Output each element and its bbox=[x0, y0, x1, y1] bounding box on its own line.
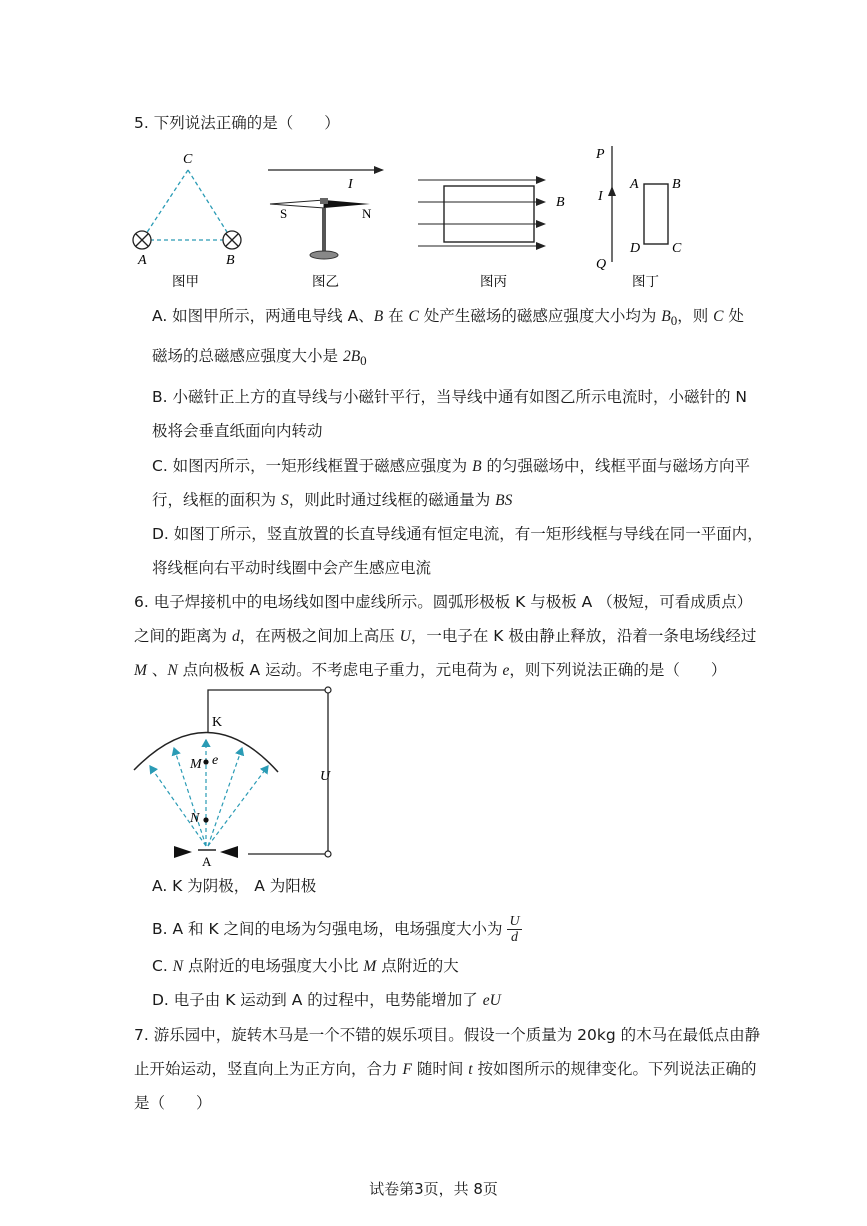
label-point-n: N bbox=[190, 811, 200, 826]
label-plate-a: A bbox=[202, 854, 212, 868]
page-footer: 试卷第3页，共 8页 bbox=[369, 1180, 498, 1198]
label-point-m: M bbox=[190, 757, 202, 772]
label-corner-c: C bbox=[672, 241, 682, 256]
label-corner-d: D bbox=[630, 241, 641, 256]
caption-jia: 图甲 bbox=[172, 274, 199, 290]
q7-stem-line2: 止开始运动，竖直向上为正方向，合力 F 随时间 t 按如图所示的规律变化。下列说法正确的 bbox=[134, 1060, 757, 1078]
label-a: A bbox=[138, 253, 147, 268]
label-b: B bbox=[226, 253, 235, 268]
rectangular-loop bbox=[644, 184, 668, 244]
label-c: C bbox=[183, 152, 193, 167]
label-current-i: I bbox=[598, 189, 603, 204]
caption-yi: 图乙 bbox=[312, 274, 339, 290]
q5-option-a-line2: 磁场的总磁感应强度大小是 $2B_0$ bbox=[152, 347, 367, 369]
figure-yi bbox=[262, 160, 392, 293]
label-plate-k: K bbox=[212, 715, 223, 730]
wire-a-symbol bbox=[133, 231, 151, 249]
q5-option-d-line1: D. 如图丁所示，竖直放置的长直导线通有恒定电流，有一矩形线框与导线在同一平面内， bbox=[152, 525, 763, 543]
q6-stem-line2: 之间的距离为 d，在两极之间加上高压 U，一电子在 K 极由静止释放，沿着一条电场线经过 bbox=[134, 627, 757, 645]
q5-option-d-line2: 将线框向右平动时线圈中会产生感应电流 bbox=[152, 559, 432, 577]
q5-option-b-line2: 极将会垂直纸面向内转动 bbox=[152, 422, 323, 440]
q6-option-c: C. N 点附近的电场强度大小比 M 点附近的大 bbox=[152, 957, 459, 975]
figure-ding bbox=[588, 142, 698, 293]
caption-ding: 图丁 bbox=[632, 274, 659, 290]
q5-stem: 5. 下列说法正确的是（ ） bbox=[134, 114, 340, 132]
label-n-pole: N bbox=[362, 206, 372, 221]
rectangular-loop bbox=[444, 186, 534, 242]
label-voltage-u: U bbox=[320, 769, 331, 784]
figure-bing bbox=[414, 172, 574, 293]
figure-electron-welder bbox=[128, 682, 348, 868]
q5-option-a-line1: A. 如图甲所示，两通电导线 A、B 在 C 处产生磁场的磁感应强度大小均为 $B_0$，则 C 处 bbox=[152, 307, 744, 329]
label-electron-e: e bbox=[212, 753, 219, 768]
q6-option-a: A. K 为阴极， A 为阳极 bbox=[152, 877, 317, 895]
q5-option-c-line1: C. 如图丙所示，一矩形线框置于磁感应强度为 B 的匀强磁场中，线框平面与磁场方向平 bbox=[152, 457, 751, 475]
q7-stem-line1: 7. 游乐园中，旋转木马是一个不错的娱乐项目。假设一个质量为 20kg 的木马在最低点由静 bbox=[134, 1026, 761, 1044]
label-corner-b: B bbox=[672, 177, 681, 192]
q6-stem-line1: 6. 电子焊接机中的电场线如图中虚线所示。圆弧形极板 K 与极板 A （极短，可看成质点） bbox=[134, 593, 753, 611]
label-p: P bbox=[596, 147, 605, 162]
figure-jia bbox=[128, 148, 248, 293]
wire-b-symbol bbox=[223, 231, 241, 249]
q7-stem-line3: 是（ ） bbox=[134, 1094, 212, 1112]
q5-option-c-line2: 行，线框的面积为 S，则此时通过线框的磁通量为 BS bbox=[152, 491, 513, 509]
q6-option-b: B. A 和 K 之间的电场为匀强电场，电场强度大小为 $\frac{U}{d}$ bbox=[152, 914, 520, 945]
caption-bing: 图丙 bbox=[480, 274, 507, 290]
q6-option-d: D. 电子由 K 运动到 A 的过程中，电势能增加了 eU bbox=[152, 991, 501, 1009]
label-q: Q bbox=[596, 257, 607, 272]
label-current-i: I bbox=[348, 177, 353, 192]
label-s-pole: S bbox=[280, 206, 288, 221]
q5-option-b-line1: B. 小磁针正上方的直导线与小磁针平行，当导线中通有如图乙所示电流时，小磁针的 N bbox=[152, 388, 748, 406]
label-field-b: B bbox=[556, 195, 565, 210]
label-corner-a: A bbox=[630, 177, 639, 192]
q6-stem-line3: M 、N 点向极板 A 运动。不考虑电子重力，元电荷为 e，则下列说法正确的是（ ） bbox=[134, 661, 727, 679]
